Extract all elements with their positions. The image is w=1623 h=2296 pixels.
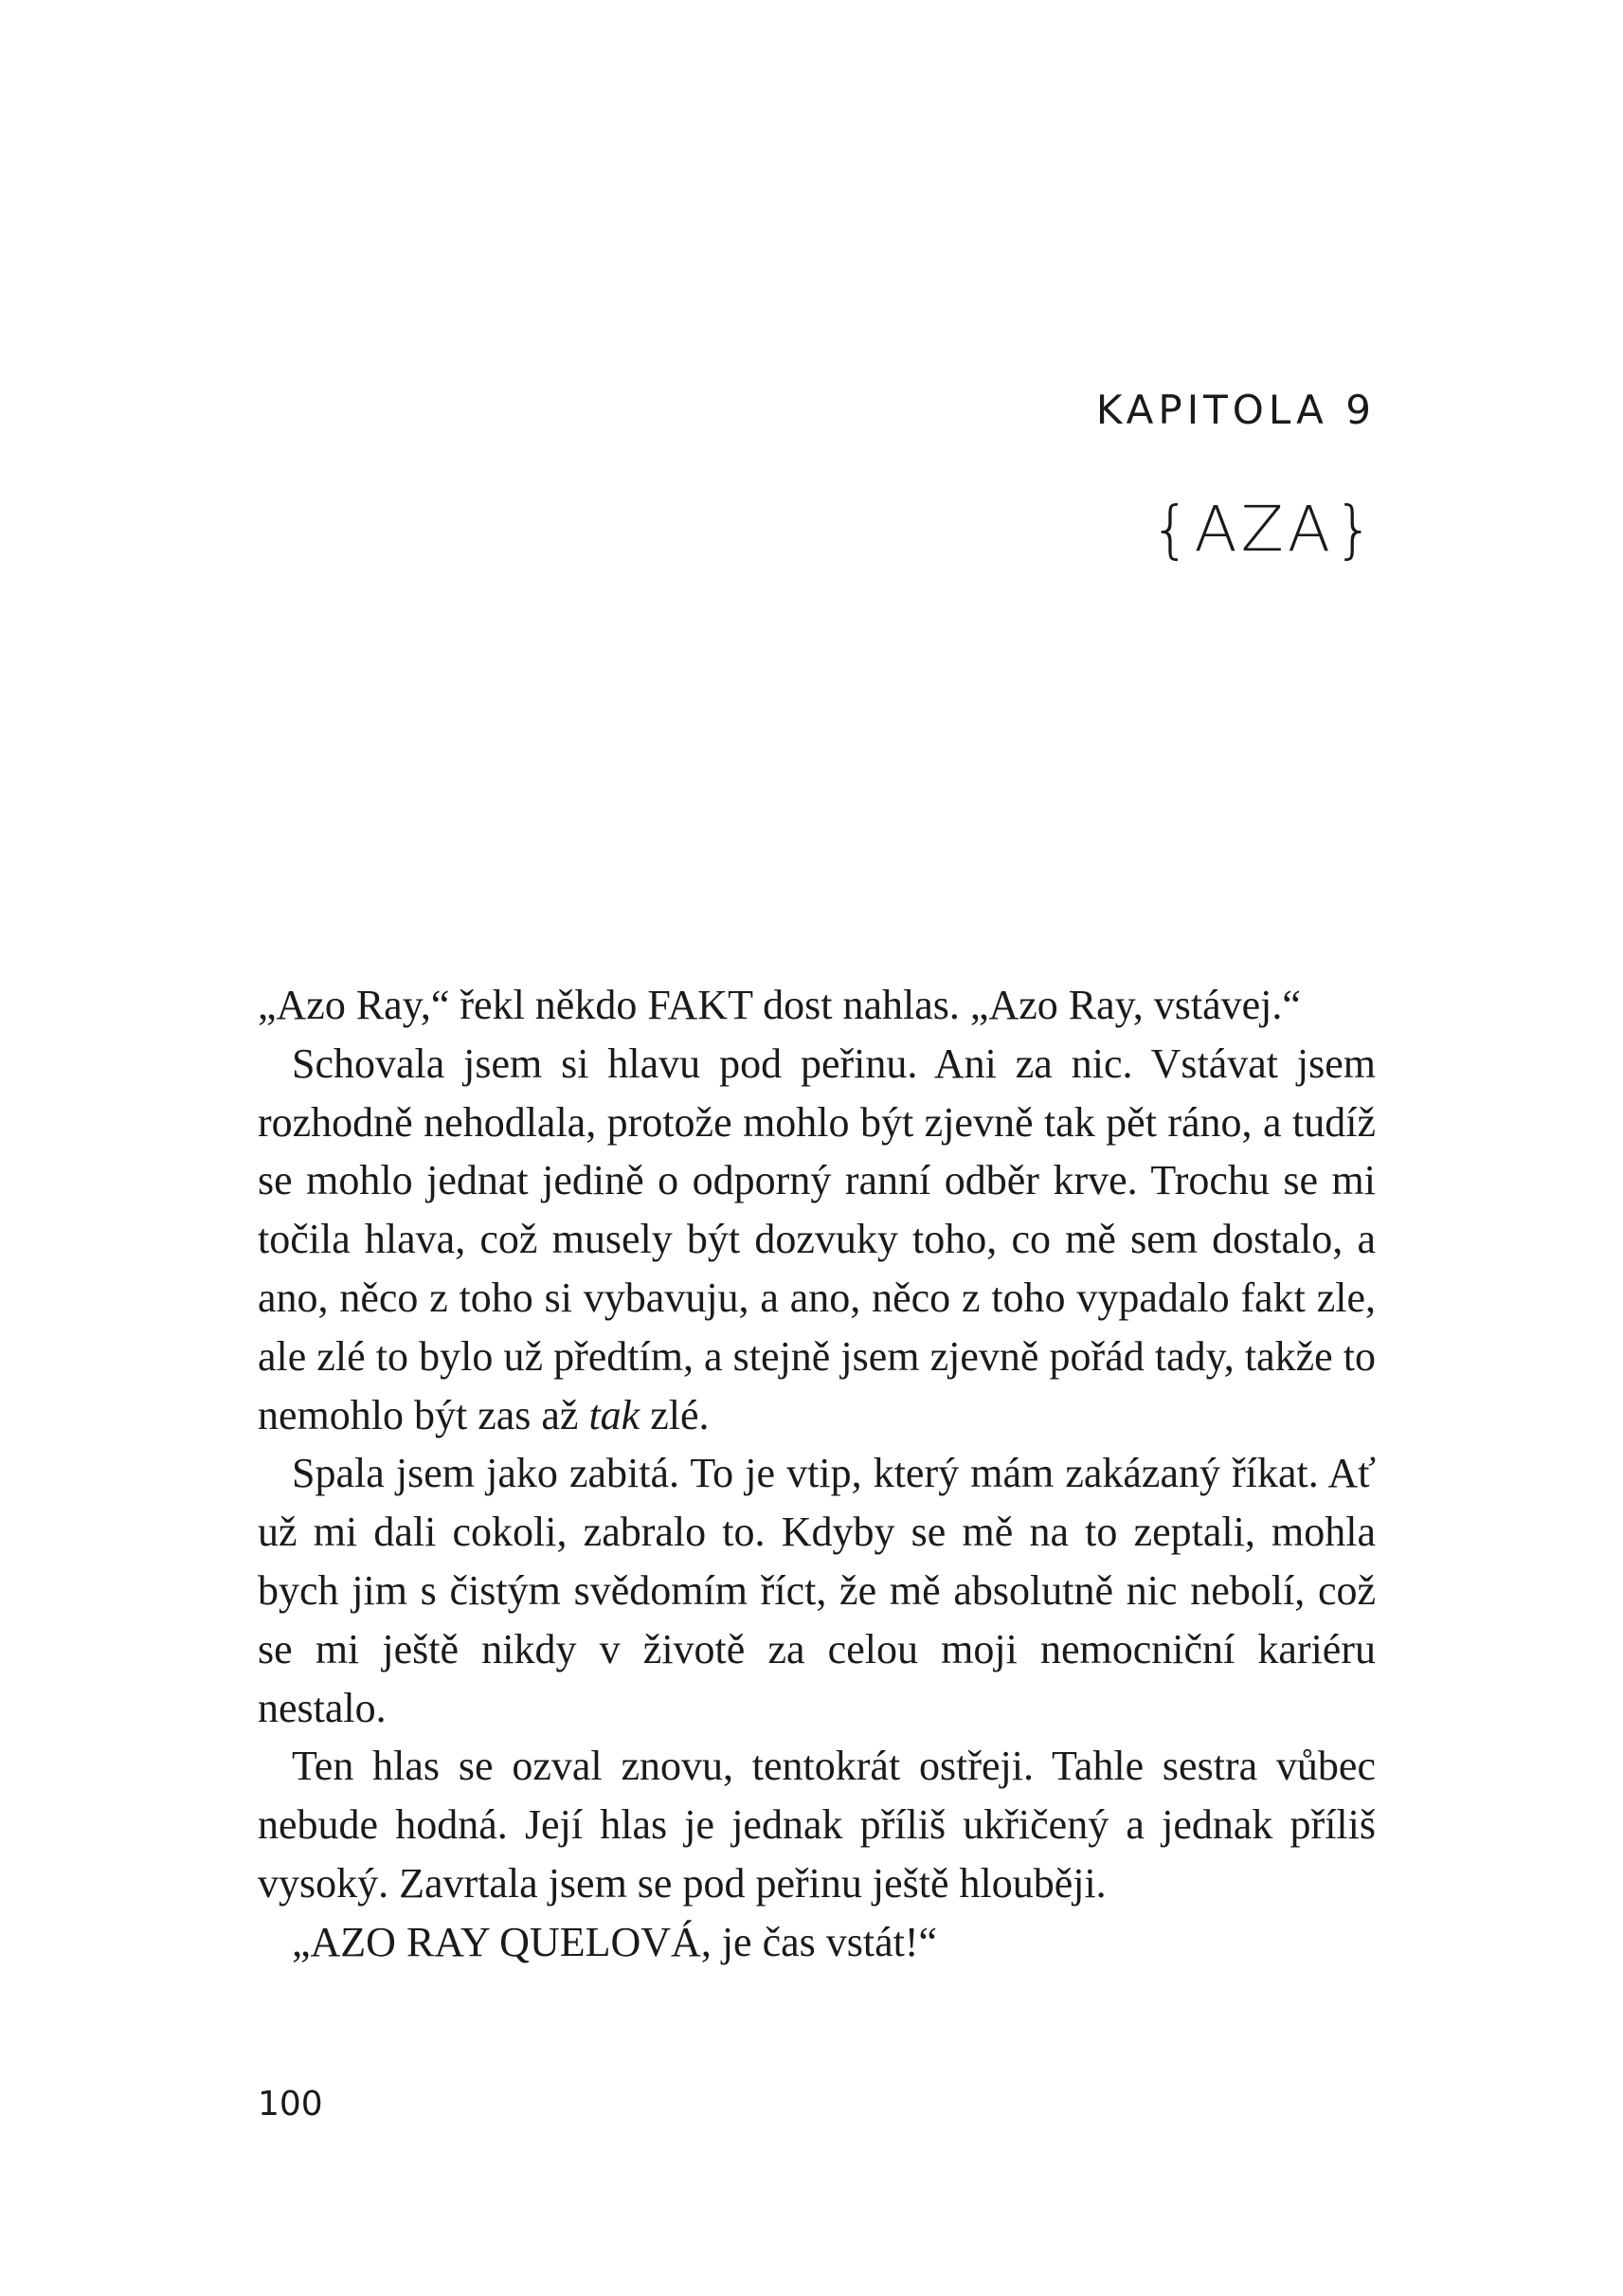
chapter-label: KAPITOLA 9 — [1095, 387, 1376, 433]
paragraph: Ten hlas se ozval znovu, tentokrát ostřeji. Tahle sestra vůbec nebude hodná. Její hlas je jednak příliš ukřičený a jednak příliš vysoký. Zavrtala jsem se pod peřinu ještě hlouběji. — [258, 1743, 1376, 1907]
page-number: 100 — [258, 2085, 323, 2124]
paragraph-text: zlé. — [640, 1391, 710, 1438]
chapter-title: {AZA} — [1150, 493, 1378, 566]
paragraph — [258, 1035, 1376, 1445]
body-text — [258, 976, 1376, 1972]
paragraph-text: Schovala jsem si hlavu pod peřinu. Ani za nic. Vstávat jsem rozhodně nehodlala, protože mohlo být zjevně tak pět ráno, a tudíž se mohlo jednat jedině o odporný ranní odběr krve. Trochu se mi točila hlava, což musely být dozvuky toho, co mě sem dostalo, a ano, něco z toho si vybavuju, a ano, něco z toho vypadalo fakt zle, ale zlé to bylo už předtím, a stejně jsem zjevně pořád tady, takže to nemohlo být zas až — [258, 1040, 1376, 1438]
paragraph: „AZO RAY QUELOVÁ, je čas vstát!“ — [292, 1918, 938, 1965]
italic-word: tak — [588, 1391, 640, 1438]
paragraph: Spala jsem jako zabitá. To je vtip, který mám zakázaný říkat. Ať už mi dali cokoli, zabralo to. Kdyby se mě na to zeptali, mohla bych jim s čistým svědomím říct, že mě absolutně nic nebolí, což se mi ještě nikdy v životě za celou moji nemocniční kariéru nestalo. — [258, 1450, 1376, 1731]
paragraph: „Azo Ray,“ řekl někdo FAKT dost nahlas. „Azo Ray, vstávej.“ — [258, 982, 1301, 1028]
